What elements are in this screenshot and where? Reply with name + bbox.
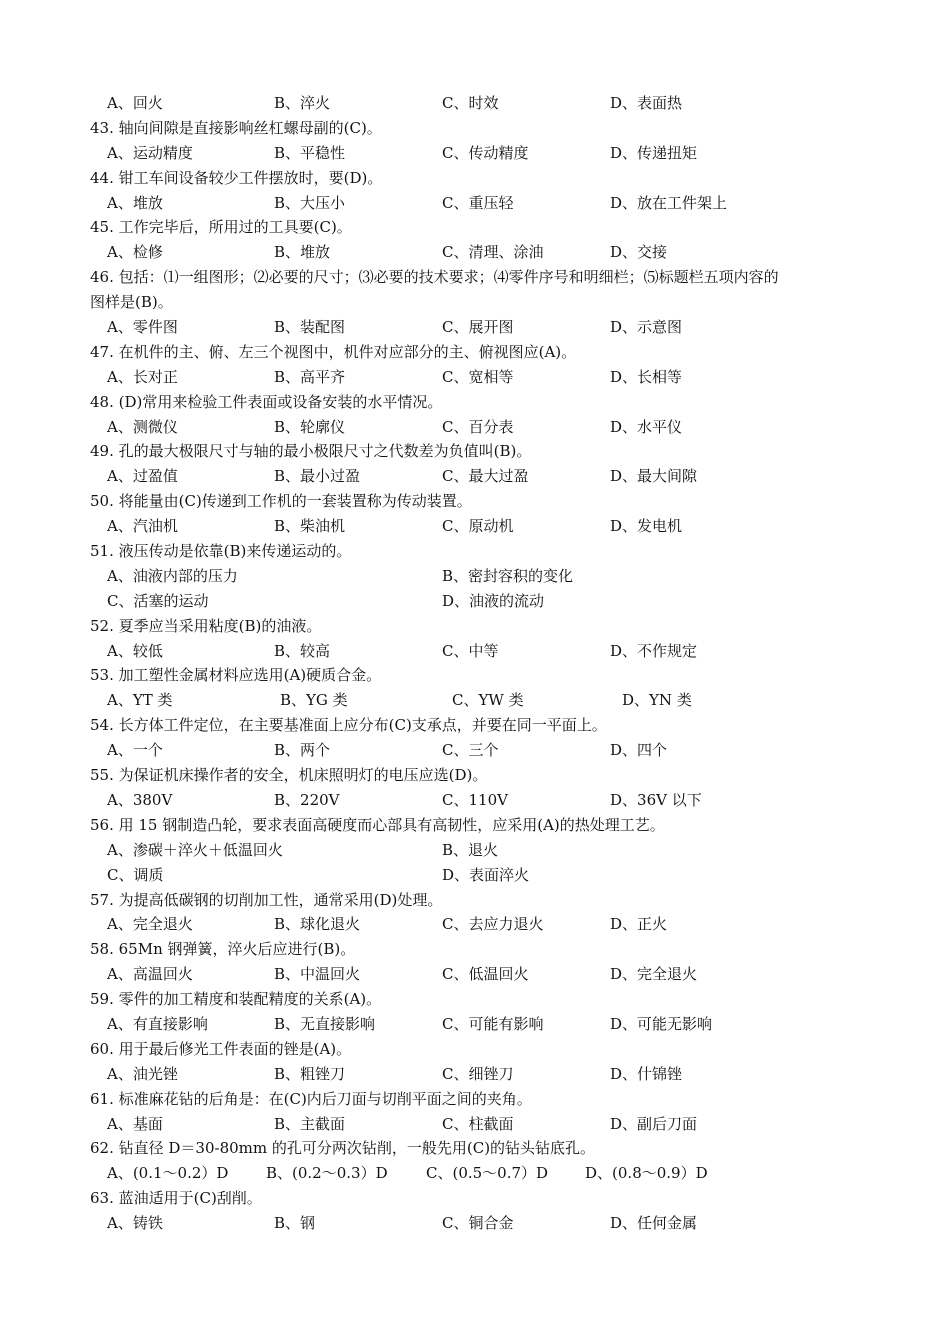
option-c: C、原动机 [442,517,514,536]
option-b: B、220V [274,790,340,809]
options-line [0,239,950,264]
option-a: A、(0.1～0.2）D [107,1164,229,1183]
question-line [0,662,950,687]
options-line [0,787,950,812]
option-c: C、重压轻 [442,193,514,212]
option-c: C、百分表 [442,417,514,436]
option-b: B、退火 [442,840,499,859]
question-text: 57. 为提高低碳钢的切削加工性，通常采用(D)处理。 [90,890,443,909]
question-line [0,264,950,289]
options-line [0,140,950,165]
question-text: 43. 轴向间隙是直接影响丝杠螺母副的(C)。 [90,118,382,137]
options-line [0,463,950,488]
question-line [0,538,950,563]
question-line [0,1185,950,1210]
option-b: B、主截面 [274,1114,346,1133]
question-line [0,488,950,513]
options-line [0,364,950,389]
options-line [0,1160,950,1185]
option-a: A、过盈值 [107,467,178,486]
question-text: 47. 在机件的主、俯、左三个视图中，机件对应部分的主、俯视图应(A)。 [90,342,577,361]
question-text: 52. 夏季应当采用粘度(B)的油液。 [90,616,322,635]
option-b: B、(0.2～0.3）D [266,1164,388,1183]
option-a: C、调质 [107,865,164,884]
question-text: 62. 钻直径 D＝30-80mm 的孔可分两次钻削，一般先用(C)的钻头钻底孔。 [90,1139,596,1158]
option-d: D、放在工件架上 [610,193,728,212]
option-a: A、零件图 [107,318,178,337]
option-a: C、活塞的运动 [107,591,209,610]
option-b: B、柴油机 [274,517,346,536]
options-line [0,911,950,936]
option-d: D、水平仪 [610,417,683,436]
question-text: 54. 长方体工件定位，在主要基准面上应分布(C)支承点，并要在同一平面上。 [90,716,607,735]
option-c: C、去应力退火 [442,915,544,934]
options-line [0,1111,950,1136]
option-a: A、YT 类 [107,691,173,710]
option-c: C、传动精度 [442,143,529,162]
option-b: B、YG 类 [280,691,348,710]
option-d: D、正火 [610,915,668,934]
option-c: C、YW 类 [452,691,524,710]
option-a: A、基面 [107,1114,163,1133]
question-text: 53. 加工塑性金属材料应选用(A)硬质合金。 [90,666,382,685]
option-a: A、堆放 [107,193,163,212]
option-c: C、低温回火 [442,965,529,984]
option-c: C、清理、涂油 [442,243,544,262]
option-c: C、铜合金 [442,1214,514,1233]
option-c: C、展开图 [442,318,514,337]
options-line [0,90,950,115]
options-line [0,1210,950,1235]
question-line [0,812,950,837]
options-line [0,961,950,986]
option-a: A、完全退火 [107,915,193,934]
question-text: 48. (D)常用来检验工件表面或设备安装的水平情况。 [90,392,443,411]
exam-page [0,90,950,1235]
option-b: B、装配图 [274,318,346,337]
option-d: D、发电机 [610,517,683,536]
option-c: C、宽相等 [442,367,514,386]
question-line [0,438,950,463]
question-line [0,214,950,239]
options-line [0,638,950,663]
option-b: B、较高 [274,641,331,660]
option-d: D、传递扭矩 [610,143,698,162]
option-b: B、密封容积的变化 [442,566,574,585]
options-line [0,1061,950,1086]
option-d: D、长相等 [610,367,683,386]
option-b: B、高平齐 [274,367,346,386]
option-c: C、(0.5～0.7）D [426,1164,549,1183]
option-d: D、副后刀面 [610,1114,698,1133]
option-d: D、表面热 [610,94,683,112]
question-text: 59. 零件的加工精度和装配精度的关系(A)。 [90,990,382,1009]
option-a: A、汽油机 [107,517,178,536]
option-a: A、较低 [107,641,163,660]
option-b: B、平稳性 [274,143,346,162]
option-c: C、柱截面 [442,1114,514,1133]
question-text: 50. 将能量由(C)传递到工作机的一套装置称为传动装置。 [90,492,472,511]
question-text: 56. 用 15 钢制造凸轮，要求表面高硬度而心部具有高韧性，应采用(A)的热处理工艺。 [90,815,665,834]
question-line [0,986,950,1011]
option-a: A、一个 [107,741,163,760]
question-line [0,115,950,140]
question-line [0,1135,950,1160]
option-b: B、粗锉刀 [274,1064,346,1083]
options-line [0,414,950,439]
option-a: A、铸铁 [107,1214,163,1233]
option-d: D、示意图 [610,318,683,337]
option-b: D、油液的流动 [442,591,545,610]
question-text: 45. 工作完毕后，所用过的工具要(C)。 [90,218,352,237]
option-b: B、球化退火 [274,915,361,934]
options-line [0,190,950,215]
options-line [0,513,950,538]
option-c: C、110V [442,790,508,809]
option-a: A、运动精度 [107,143,193,162]
option-b: B、中温回火 [274,965,361,984]
option-a: A、油液内部的压力 [107,566,238,585]
question-line [0,1036,950,1061]
option-d: D、交接 [610,243,668,262]
option-d: D、任何金属 [610,1214,698,1233]
options-line [0,563,950,588]
option-a: A、380V [107,790,173,809]
option-b: B、轮廓仪 [274,417,346,436]
options-line [0,1011,950,1036]
option-d: D、(0.8～0.9）D [585,1164,708,1183]
question-text: 61. 标准麻花钻的后角是：在(C)内后刀面与切削平面之间的夹角。 [90,1089,532,1108]
question-line [0,762,950,787]
question-line [0,1086,950,1111]
question-line [0,339,950,364]
question-text: 63. 蓝油适用于(C)刮削。 [90,1189,262,1208]
option-b: B、两个 [274,741,331,760]
question-line [0,936,950,961]
option-d: D、什锦锉 [610,1064,683,1083]
option-d: D、最大间隙 [610,467,698,486]
option-c: C、中等 [442,641,499,660]
options-line [0,314,950,339]
option-c: C、细锉刀 [442,1064,514,1083]
option-b: B、大压小 [274,193,346,212]
option-d: D、完全退火 [610,965,698,984]
option-a: A、长对正 [107,367,178,386]
question-text: 图样是(B)。 [90,293,173,312]
question-line [0,613,950,638]
options-line [0,837,950,862]
question-line [0,887,950,912]
question-line [0,712,950,737]
options-line [0,588,950,613]
question-line [0,389,950,414]
question-text: 55. 为保证机床操作者的安全，机床照明灯的电压应选(D)。 [90,766,488,785]
options-line [0,862,950,887]
options-line [0,687,950,712]
question-text: 49. 孔的最大极限尺寸与轴的最小极限尺寸之代数差为负值叫(B)。 [90,442,532,461]
option-c: C、三个 [442,741,499,760]
question-text: 46. 包括：⑴一组图形；⑵必要的尺寸；⑶必要的技术要求；⑷零件序号和明细栏；⑸标题栏五项内容的 [90,268,779,287]
option-a: A、回火 [107,94,163,112]
option-b: B、堆放 [274,243,331,262]
option-b: B、无直接影响 [274,1014,376,1033]
option-c: C、可能有影响 [442,1014,544,1033]
option-d: D、四个 [610,741,668,760]
option-a: A、油光锉 [107,1064,178,1083]
option-c: C、最大过盈 [442,467,529,486]
options-line [0,737,950,762]
question-text: 51. 液压传动是依靠(B)来传递运动的。 [90,542,352,561]
option-d: D、36V 以下 [610,790,702,809]
question-text: 44. 钳工车间设备较少工件摆放时，要(D)。 [90,168,383,187]
option-a: A、测微仪 [107,417,178,436]
question-text: 60. 用于最后修光工件表面的锉是(A)。 [90,1039,352,1058]
option-a: A、渗碳＋淬火＋低温回火 [107,840,283,859]
option-a: A、高温回火 [107,965,193,984]
question-line [0,165,950,190]
option-d: D、YN 类 [622,691,692,710]
question-line [0,289,950,314]
option-a: A、检修 [107,243,163,262]
option-b: B、钢 [274,1214,316,1233]
question-text: 58. 65Mn 钢弹簧，淬火后应进行(B)。 [90,940,356,959]
option-d: D、不作规定 [610,641,698,660]
option-b: B、最小过盈 [274,467,361,486]
option-b: D、表面淬火 [442,865,530,884]
option-b: B、淬火 [274,94,331,112]
option-d: D、可能无影响 [610,1014,713,1033]
option-c: C、时效 [442,94,499,112]
option-a: A、有直接影响 [107,1014,208,1033]
